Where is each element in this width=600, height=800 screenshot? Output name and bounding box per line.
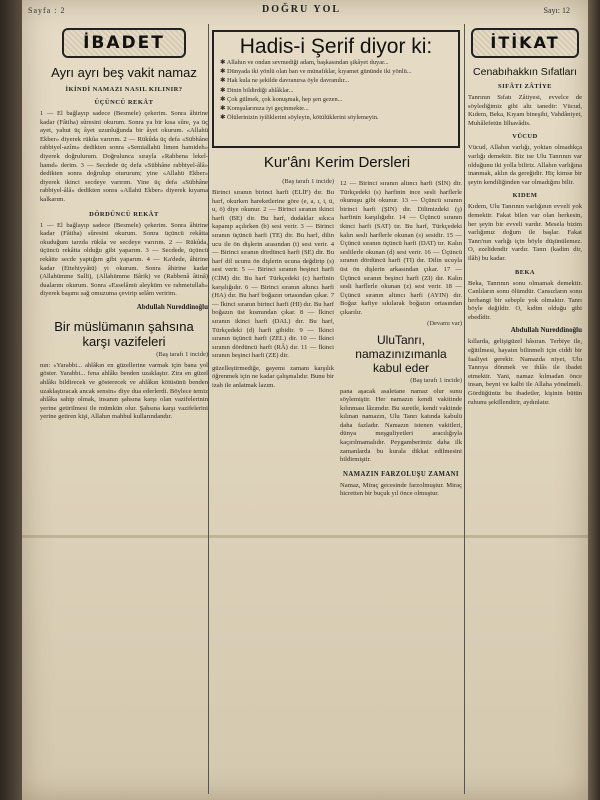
- column-rule-left: [208, 24, 209, 794]
- hadis-item: ✱ Çok gülmek, çok konuşmak, hep şen gezen...: [220, 95, 343, 103]
- ibadet-column: [40, 28, 208, 798]
- page-header: [22, 2, 588, 20]
- namaz-farz-text: Namaz, Miraç gecesinde farzolmuştur. Miraç hicretten bir buçuk yıl önce olmuştur.: [340, 481, 462, 498]
- hadis-item: ✱ Ölülerinizin iyiliklerini söyleyin, kötülüklerini söylemeyin.: [220, 114, 379, 122]
- ibadet-title: Ayrı ayrı beş vakit namaz: [51, 65, 197, 80]
- vazife-article-note: (Baş tarafı 1 incide): [156, 350, 208, 358]
- hadis-item: ✱ Dinin bildirdiği ahlâklar...: [220, 86, 294, 94]
- kuran-text-1: Birinci sıranın birinci harfi (ELİF) dır. Bu harf, okurken hareketlerine göre (e, a, ı, i, ü, u, ö) diye okunur. 2 — Birinci sıranın ikinci harfi (BE) dir. Bu harf, dudaklar sıkıca kapanıp açılırken (b) sesi verir. 3 — Birinci sıranın üçüncü harfi (TE) dir. Bu harf, dilin ucu ile ön dişlerin arasından (t) sesi verir. 4 — Birinci sıranın dördüncü harfi (SE) dir. Bu harf dil ucunu ön dişlerin ucuna değdirip (s) sesi verir. 5 — Birinci sıranın beşinci harfi (CİM) dir. Bu harf Türkçedeki (c) harfinin karşılığıdır. 6 — Birinci sıranın altıncı harfi (HA) dır. Bu harf boğazın ortasından çıkar. 7 — İkinci sıranın birinci harfi (HI) dır. Bu harf boğazın üst kısmından çıkar. 8 — İkinci sıranın ikinci harfi (DAL) dır. Bu harf, Türkçedeki (d) harfi gibidir. 9 — İkinci sıranın üçüncü harfi (ZEL) dir. 10 — İkinci sıranın dördüncü harfi (RÂ) dır. 11 — İkinci sıranın beşinci harfi (ZE) dir.: [212, 189, 334, 360]
- newspaper-page: [22, 0, 588, 800]
- hadis-title: Hadis-i Şerif diyor ki:: [239, 35, 433, 58]
- left-page-edge: [0, 0, 22, 800]
- vucud-heading: VÜCUD: [512, 133, 538, 141]
- kuran-column-1: [212, 176, 334, 391]
- ulu-text: pana aşacak asaletane namaz olur sunu söylemiştir. Her namazın kendi vakitinde kılınması lâzımdır. Bu suretle, kendi vaktinde kılınan namazın, Ulu Tanrı katında kabulü daha fazladır. Namazın istenen vakitleri, dünya meşguliyetleri aracılığıyla kaçırılmamalıdır. Peygamberimiz daha ilk zamanlarda bu kurala dikkat edilmesini bildirmiştir.: [340, 387, 462, 464]
- ulu-title: UluTanrı, namazınızımanla kabul eder: [355, 332, 447, 375]
- ibadet-signature: Abdullah Nureddinoğlu: [136, 302, 208, 311]
- ikindi-heading: İKİNDİ NAMAZI NASIL KILINIR?: [65, 86, 183, 93]
- right-page-edge: [588, 0, 600, 800]
- page-number: Sayfa : 2: [28, 6, 66, 15]
- sifati-zatiye-heading: SIFÂTI ZÂTİYE: [498, 83, 552, 90]
- vazife-article-title: Bir müslümanın şahsına karşı vazifeleri: [54, 318, 194, 349]
- sifati-zatiye-text: Tanrının Sıfatı Zâtiyesi, evvelce de söylediğimiz gibi altı tanedir: Vücud, Kıdem, Beka, Kıyam bineşihi, Vahdâniyet, Muhâlefetün lilhavâdis.: [468, 94, 582, 127]
- kuran-note: (Baş tarafı 1 incide): [282, 178, 334, 185]
- vucud-text: Vücud, Allahın varlığı, yoktan olmadıkça varlığı demektir. Biz ise Ulu Tanrının var olduğunu iki yolla biliriz. Allahın varlığına inanmak, aklın da gereğidir. Hiç kimse bir şeyin kendiliğinden var olmadığını bilir.: [468, 144, 582, 186]
- itikat-signature: Abdullah Nureddinoğlu: [510, 326, 582, 335]
- beka-text: Beka, Tanrının sonu olmamak demektir. Canlıların sonu ölümdür. Cansızların sonu herhangi bir sebeple yok olmaktır. Tanrı böyle değildir. O, kıdim olduğu gibi ebedîdir.: [468, 279, 582, 321]
- kuran-section: [212, 152, 462, 798]
- vazife-article-text: nın: «Yarabbi... ahlâkın en güzellerine varmak için bana yol göster. Yarabbi... fena ahlâkı benden uzaklaştır. Zira en güzel ahlâkı bildirecek ve gösterecek ve ahlâkın kötüsünü benden uzaklaştıracak ancak sensin» diye dua ederlerdi. Böylece temiz ahlâka sahip olmak, insanın şahsına karşı olan vazifelerinin yerine getirilmesi ile mümkün olur. Şahsına karşı vazifelerini yerine getiren kişi, Allahın mahbul kullarındandır.: [40, 361, 208, 421]
- kidem-text: Kıdem, Ulu Tanrının varlığının evveli yok demektir. Fakat bilen var olan herkesin, her şeyin bir evveli vardır. Mesela bizim varlığımız doğum ile başlar. Fakat Tanrı'nın varlığı için böyle düşünülemez. O, ezelidendir vardır. Tanrı (kadim dir, ilâh) bu kadar.: [468, 203, 582, 262]
- hadis-item: ✱ Dünyada iki yönlü olan ban ve münafıklar, kıyamet gününde iki yönlü...: [220, 68, 412, 76]
- namaz-farz-heading: NAMAZIN FARZOLUŞU ZAMANI: [343, 470, 459, 478]
- kuran-title: Kur'ânı Kerim Dersleri: [263, 154, 411, 171]
- column-rule-right: [464, 24, 465, 794]
- hadis-box: [212, 30, 460, 148]
- kuran-text-2: 12 — Birinci sıranın altıncı harfi (SİN) dir. Türkçedeki (s) harfinin ince sesli harflerle okunuşu gibi okunur. 13 — Üçüncü sıranın birinci harfi (ŞIN) dir. Dilimizdeki (ş) harfinin karşılığıdır. 14 — Üçüncü sıranın ikinci harfi (SAT) tır. Bu harf, Türkçedeki kalın sesli harflerle okunan (s) sesidir. 15 — Üçüncü sıranın üçüncü harfi (DAT) tır. Kalın seslilerle okunan (d) sesi verir. 16 — Üçüncü sıranın dördüncü harfi (TI) dır. Dilin ucuyla üst ön dişlerin arkasından çıkar. 17 — Üçüncü sıranın beşinci harfi (ZI) dır. Kalın sesli harflerle okunan (z) sesi verir. 18 — Üçüncü sıranın altıncı harfi (AYIN) dır. Boğaz kafiye sıkılarak boğazın ortasından çıkarılır.: [340, 180, 462, 316]
- right-bottom-text: kıllarda, gelişigüzel hâsıran. Terbiye ile, eğitilmesi, hayatın bilinmeli için ciddi bir faaliyet gerekir. Namazda niyet, Ulu Tanrıya dönmek ve ihlâs ile ibadet etmektir. Yani, namaz kılmadan önce insan, beyni ve kalbi ile Allaha yönelmeli. Gördüğünüz bu ibadetler, kişinin bütün ruhunu şekillendirir, aydınlatır.: [468, 338, 582, 406]
- ibadet-banner: İBADET: [62, 28, 186, 58]
- newspaper-title: DOĞRU YOL: [262, 4, 342, 15]
- kidem-heading: KIDEM: [512, 192, 538, 200]
- ucuncu-rekat-text: 1 — El bağlayıp sadece (Besmele) çekerim. Sonra âhirine kadar (Fâtiha) sûresini okurum. Sonra ya bir kısa sûre, ya üç ayet, yahut üç âyet uzunluğunda bir âyet okurum. «Allahü Ekber» diyerek rükûa varırım. 2 — Rükûda üç defa «Sübhâne rabbiyel-azîm» dedikten sonra «Semiallahü limen hamideh» diyerek doğrulurum. Doğrulunca sırayla «Rabbena lekel-hamd» derim. 3 — Secdede üç defa «Sübhâne rabbiyel-âlâ» dedikten sonra doğrulup otururum; yine «Allahü Ekber» diyerek ikinci secdeye varırım. Yine üç defa «Sübhâne rabbiyel-âlâ» dedikten sonra «Allahü Ekber» diyerek kıyama kalkarım.: [40, 110, 208, 203]
- kuran-column-2: [340, 176, 462, 499]
- beka-heading: BEKA: [514, 268, 536, 276]
- mid-bottom-text: güzelleştirmediğe, gayemı zamanı karşılık öğrenmek için ne kadar çalışmalıdır. Bunu bir izah ile anlatmak lazım.: [212, 364, 334, 390]
- issue-number: Sayı: 12: [543, 6, 570, 15]
- hadis-item: ✱ Allahın ve ondan sevmediği adam, başkasından şikâyet duyar...: [220, 59, 389, 66]
- paper-fold: [22, 535, 588, 538]
- itikat-title: Cenabıhakkın Sıfatları: [473, 66, 577, 78]
- hadis-item: ✱ Hak kula ne şekilde davranırsa öyle davranılır...: [220, 77, 350, 85]
- hadis-item: ✱ Komşularınıza iyi geçinmekte...: [220, 105, 309, 113]
- dorduncu-rekat-text: 1 — El bağlayıp sadece (Besmele) çekerim. Sonra âhirine kadar (Fâtiha) sûresini okurum. Sonra üçüncü rekâtta okuduğum tarzda rükûa ve secdeye varırım. 2 — Rükûda, üçüncü rekâtta olduğu gibi yaparım. 3 — Secdede, üçüncü rekâtte secde yaptığım gibi yaparım. 4 — Ka'dede, âhirine kadar (Ettehiyyâtü) yi okurum. Sonra âhirine kadar (Allahümme Salli), (Allahümme Bârik) ve (Rabbenâ âtinâ) dualarını okurum. Sonra «Esselâmü aleyküm ve rahmetullah» diyerek başımı sağ omuzuma çevirip selâm veririm.: [40, 221, 208, 298]
- dorduncu-rekat-heading: DÖRDÜNCÜ REKÂT: [89, 210, 159, 218]
- itikat-banner: İTİKAT: [471, 28, 579, 58]
- itikat-column: [468, 28, 582, 798]
- ulu-note: (Baş tarafı 1 incide): [410, 376, 462, 384]
- kuran-continue: (Devamı var): [427, 319, 462, 327]
- ucuncu-rekat-heading: ÜÇÜNCÜ REKÂT: [94, 99, 154, 106]
